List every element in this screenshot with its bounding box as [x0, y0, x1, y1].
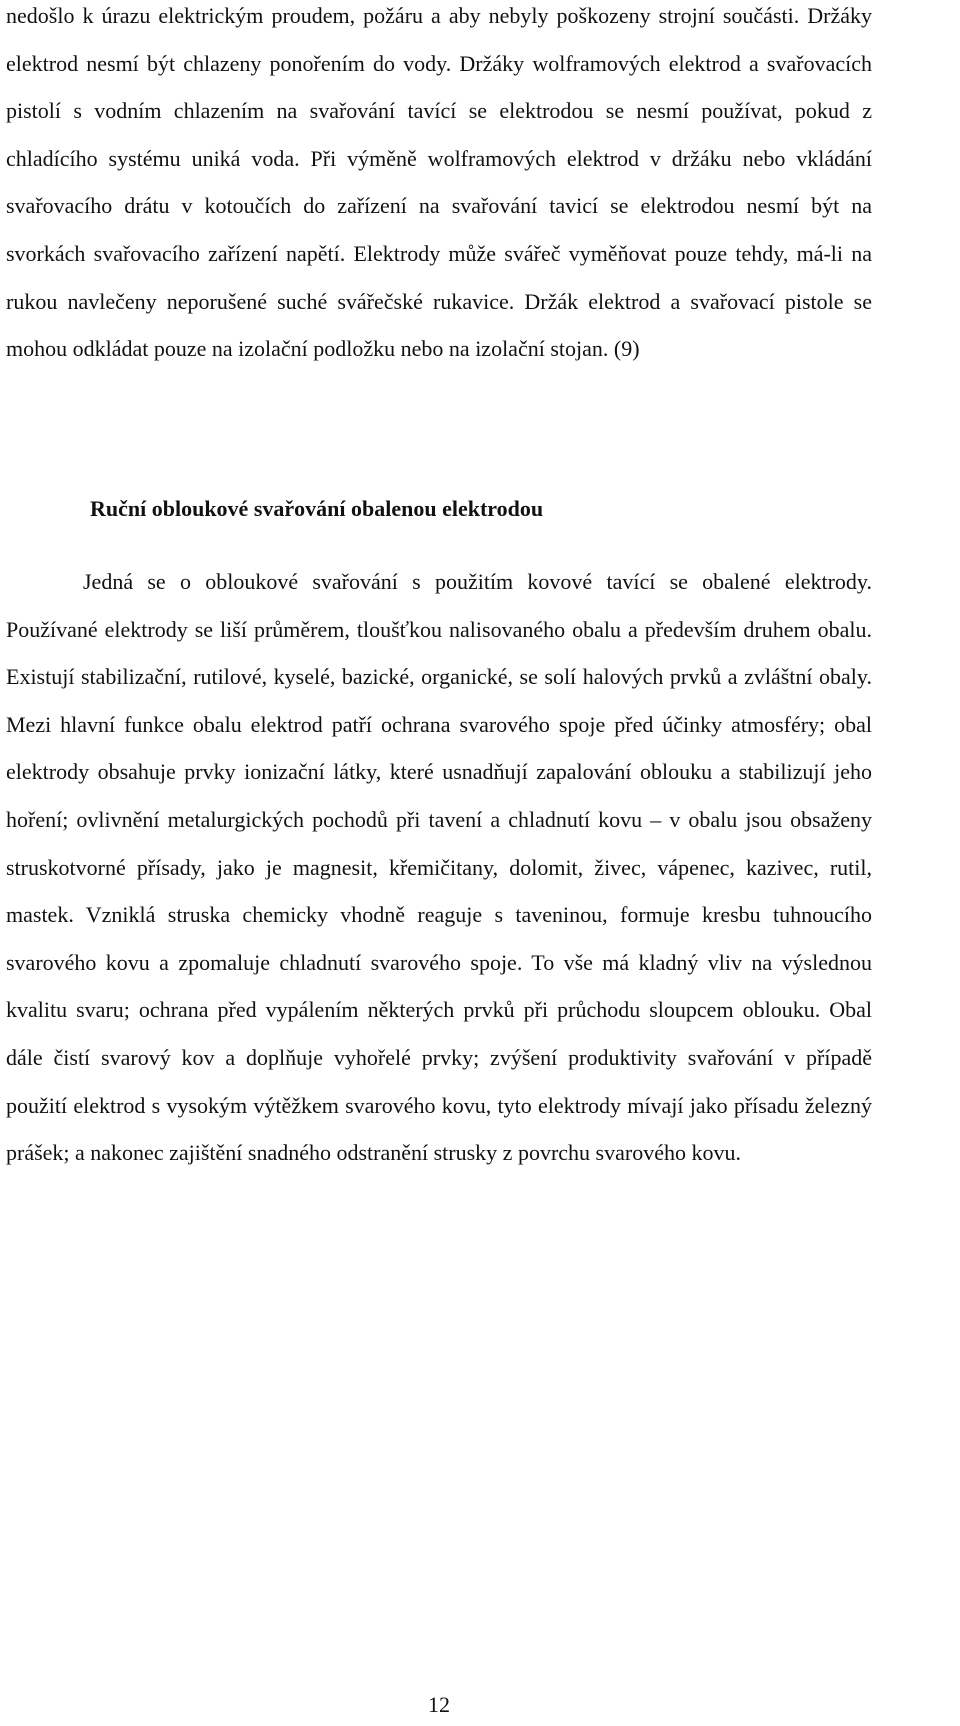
document-page [6, 0, 872, 1166]
body-paragraph-safety: nedošlo k úrazu elektrickým proudem, požáru a aby nebyly poškozeny strojní součásti. Držáky elektrod nesmí být chlazeny ponořením do vody. Držáky wolframových elektrod a svařovacích pistolí s vodním chlazením na svařování tavící se elektrodou se nesmí používat, pokud z chladícího systému uniká voda. Při výměně wolframových elektrod v držáku nebo vkládání svařovacího drátu v kotoučích do zařízení na svařování tavicí se elektrodou nesmí být na svorkách svařovacího zařízení napětí. Elektrody může svářeč vyměňovat pouze tehdy, má-li na rukou navlečeny neporušené suché svářečské rukavice. Držák elektrod a svařovací pistole se mohou odkládat pouze na izolační podložku nebo na izolační stojan. (9) [6, 3, 872, 362]
section-heading: Ruční obloukové svařování obalenou elektrodou [90, 496, 544, 521]
page-number: 12 [428, 1692, 450, 1717]
body-paragraph-mma-welding: Jedná se o obloukové svařování s použitím kovové tavící se obalené elektrody. Používané elektrody se liší průměrem, tloušťkou nalisovaného obalu a především druhem obalu. Existují stabilizační, rutilové, kyselé, bazické, organické, se solí halových prvků a zvláštní obaly. Mezi hlavní funkce obalu elektrod patří ochrana svarového spoje před účinky atmosféry; obal elektrody obsahuje prvky ionizační látky, které usnadňují zapalování oblouku a stabilizují jeho hoření; ovlivnění metalurgických pochodů při tavení a chladnutí kovu – v obalu jsou obsaženy struskotvorné přísady, jako je magnesit, křemičitany, dolomit, živec, vápenec, kazivec, rutil, mastek. Vzniklá struska chemicky vhodně reaguje s taveninou, formuje kresbu tuhnoucího svarového kovu a zpomaluje chladnutí svarového spoje. To vše má kladný vliv na výslednou kvalitu svaru; ochrana před vypálením některých prvků při průchodu sloupcem oblouku. Obal dále čistí svarový kov a doplňuje vyhořelé prvky; zvýšení produktivity svařování v případě použití elektrod s vysokým výtěžkem svarového kovu, tyto elektrody mívají jako přísadu železný prášek; a nakonec zajištění snadného odstranění strusky z povrchu svarového kovu. [6, 569, 872, 1166]
